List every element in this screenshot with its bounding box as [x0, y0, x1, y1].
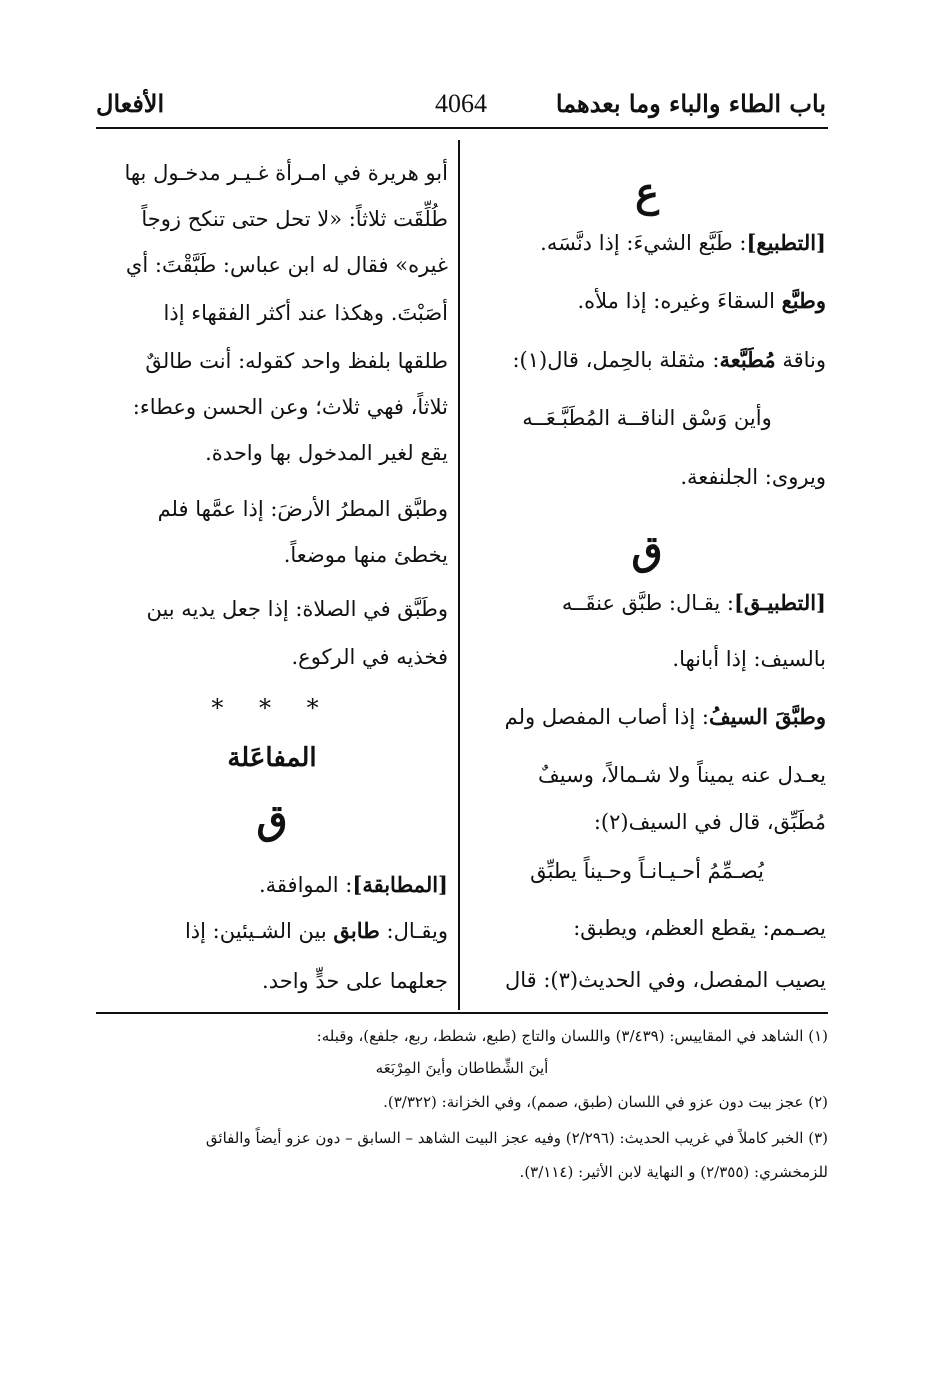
entry-line: [96, 916, 448, 946]
entry-line: [468, 588, 826, 618]
footnote: (٢) عجز بيت دون عزو في اللسان (طبق، صمم)، وفي الخزانة: (٣/٣٢٢).: [383, 1093, 828, 1111]
column-divider: [458, 140, 460, 1010]
entry-line: [468, 228, 826, 258]
section-title-header: الأفعال: [96, 89, 165, 118]
entry-line: [468, 286, 826, 316]
entry-term: مُطَبَّعة: [719, 347, 776, 372]
running-header: [96, 85, 826, 125]
entry-text: وناقة: [775, 348, 826, 372]
footnote-verse: أينَ الشِّطاطان وأينَ المِرْبَعَه: [375, 1059, 549, 1077]
footnote: للزمخشري: (٢/٣٥٥) و النهاية لابن الأثير: (٣/١١٤).: [519, 1163, 828, 1181]
entry-line: طلقها بلفظ واحد كقوله: أنت طالقٌ: [145, 349, 448, 373]
entry-term: [المطابقة]: [352, 872, 448, 897]
entry-line: يصـمم: يقطع العظم، ويطبق:: [573, 916, 826, 940]
entry-line: يصيب المفصل، وفي الحديث(٣): قال: [504, 968, 826, 992]
entry-line: ويروى: الجلنفعة.: [680, 465, 826, 489]
entry-text: بين الشـيئين: إذا: [184, 919, 334, 943]
header-rule: [96, 127, 828, 129]
entry-line: يقع لغير المدخول بها واحدة.: [205, 441, 448, 465]
entry-text: السقاءَ وغيره: إذا ملأه.: [577, 289, 782, 313]
entry-text: : طَبَّع الشيءَ: إذا دنَّسَه.: [540, 231, 747, 255]
entry-term: [التطبيع]: [746, 230, 826, 255]
entry-line: جعلهما على حدٍّ واحد.: [262, 969, 448, 993]
entry-line: يخطئ منها موضعاً.: [283, 543, 448, 567]
entry-text: : إذا أصاب المفصل ولم: [504, 705, 709, 729]
footnote: (٣) الخبر كاملاً في غريب الحديث: (٢/٢٩٦) وفيه عجز البيت الشاهد – السابق – دون عزو أيضاً والفائق: [205, 1129, 828, 1147]
entry-line: مُطَبِّق، قال في السيف(٢):: [593, 810, 826, 834]
entry-line: أبو هريرة في امـرأة غـيـر مدخـول بها: [124, 161, 448, 185]
verse-line: يُصـمِّمُ أحـيـانـاً وحـيناً يطبِّق: [530, 859, 764, 883]
entry-line: [96, 870, 448, 900]
entry-line: يعـدل عنه يميناً ولا شـمالاً، وسيفٌ: [538, 763, 826, 787]
entry-line: [468, 345, 826, 375]
entry-term: وطبَّع: [781, 288, 826, 313]
entry-text: ويقـال:: [379, 919, 448, 943]
root-letter-qaf: ق: [631, 527, 663, 574]
root-letter-ain: ع: [635, 169, 659, 216]
entry-text: : الموافقة.: [258, 873, 353, 897]
entry-text: : مثقلة بالحِمل، قال(١):: [512, 348, 720, 372]
entry-term: وطبَّقَ السيفُ: [708, 704, 826, 729]
entry-line: طُلِّقَت ثلاثاً: «لا تحل حتى تنكح زوجاً: [141, 207, 448, 231]
section-heading: المفاعَلة: [227, 743, 317, 773]
footnote: (١) الشاهد في المقاييس: (٣/٤٣٩) واللسان والتاج (طبع، شطط، ربع، جلفع)، وقبله:: [316, 1027, 828, 1045]
entry-line: ثلاثاً، فهي ثلاث؛ وعن الحسن وعطاء:: [132, 395, 448, 419]
entry-line: فخذيه في الركوع.: [291, 645, 448, 669]
footnote-rule: [96, 1012, 828, 1014]
section-separator: * * *: [211, 694, 333, 722]
entry-line: وطَبَّق في الصلاة: إذا جعل يديه بين: [146, 597, 448, 621]
entry-line: بالسيف: إذا أبانها.: [672, 647, 826, 671]
entry-line: غيره» فقال له ابن عباس: طَبَّقْتَ: أي: [125, 253, 448, 277]
entry-line: وطبَّق المطرُ الأرضَ: إذا عمَّها فلم: [157, 497, 448, 521]
entry-line: أصَبْتَ. وهكذا عند أكثر الفقهاء إذا: [163, 301, 448, 325]
entry-term: [التطبيـق]: [733, 590, 826, 615]
entry-term: طابق: [333, 918, 380, 943]
chapter-title: باب الطاء والباء وما بعدهما: [555, 89, 826, 118]
page-number: 4064: [435, 89, 487, 118]
entry-line: [468, 702, 826, 732]
entry-text: : يقـال: طبَّق عنقَــه: [561, 591, 734, 615]
verse-line: وأين وَسْق الناقــة المُطَبَّـعَــه: [522, 406, 772, 430]
root-letter-qaf: ق: [256, 796, 288, 843]
